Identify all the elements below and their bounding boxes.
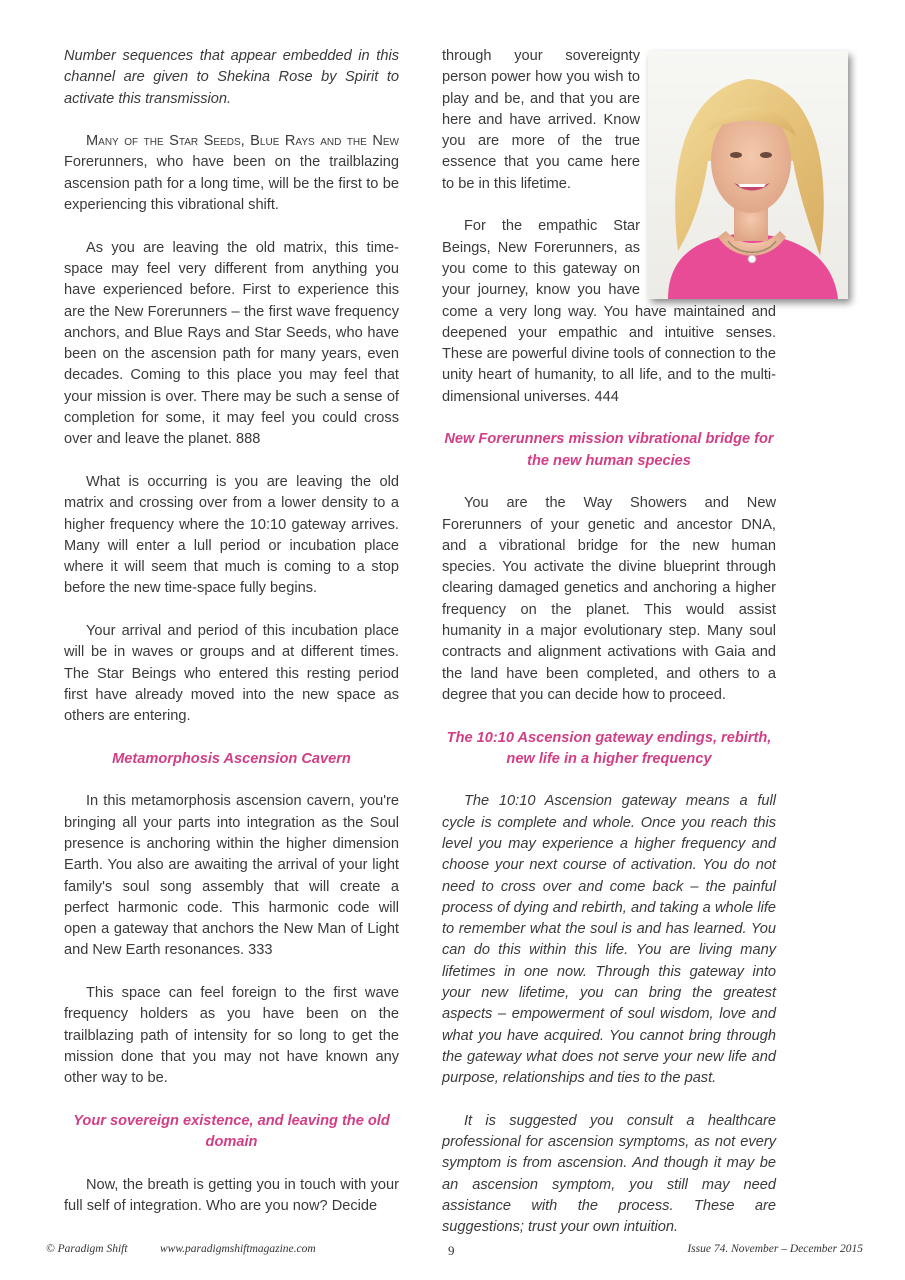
paragraph: Now, the breath is getting you in touch with your full self of integration. Who are you now? Decide [64, 1176, 399, 1215]
footer-website-link[interactable]: www.paradigmshiftmagazine.com [160, 1243, 316, 1255]
right-column [442, 46, 776, 1260]
author-photo [648, 51, 848, 299]
paragraph: Your arrival and period of this incubation place will be in waves or groups and at different times. The Star Beings who entered this resting period first have already moved into the new space as others are entering. [64, 623, 399, 725]
paragraph: You are the Way Showers and New Forerunners of your genetic and ancestor DNA, and a vibrational bridge for the new human species. You activate the divine blueprint through clearing damaged genetics and anchoring a higher frequency on the planet. This would assist humanity in a major evolutionary step. Many soul contracts and alignment activations with Gaia and the land have been completed, and others to a degree that you can decide how to proceed. [442, 495, 776, 703]
paragraph-rest: Forerunners, who have been on the trailblazing ascension path for a long time, will be the first to be experiencing this vibrational shift. [64, 154, 399, 214]
footer-issue: Issue 74. November – December 2015 [687, 1243, 863, 1255]
left-column [64, 46, 399, 1239]
footer-copyright: © Paradigm Shift [46, 1243, 128, 1255]
page-footer [46, 1243, 863, 1259]
paragraph [64, 131, 399, 216]
section-heading: The 10:10 Ascension gateway endings, rebirth, new life in a higher frequency [446, 729, 772, 767]
paragraph: What is occurring is you are leaving the old matrix and crossing over from a lower density to a higher frequency where the 10:10 gateway arrives. Many will enter a lull period or incubation place where it will seem that much is coming to a stop before the new time-space fully begins. [64, 473, 399, 597]
paragraph: The 10:10 Ascension gateway means a full cycle is complete and whole. Once you reach this level you may experience a higher frequency and choose your next course of activation. You do not need to cross over and come back – the painful process of dying and rebirth, and taking a whole life to remember what the soul is and has learned. You can do this within this life. You are living many lifetimes in one now. Through this gateway into your new lifetime, you can bring the greatest aspects – empowerment of soul wisdom, love and what you have acquired. You cannot bring through the gateway what does not serve your new life and purpose, relationships and ties to the past. [442, 793, 776, 1087]
section-heading: Your sovereign existence, and leaving the old domain [73, 1112, 390, 1151]
section-heading: Metamorphosis Ascension Cavern [112, 750, 351, 767]
small-caps-lead: Many of the Star Seeds, Blue Rays and the New [86, 133, 399, 150]
paragraph: In this metamorphosis ascension cavern, you're bringing all your parts into integration as the Soul presence is anchoring within the higher dimension Earth. You also are awaiting the arrival of your light family's soul song assembly that will create a perfect harmonic code. This harmonic code will open a gateway that anchors the New Man of Light and New Earth resonances. 333 [64, 793, 399, 959]
intro-note: Number sequences that appear embedded in this channel are given to Shekina Rose by Spirit to activate this transmission. [64, 48, 399, 107]
portrait-illustration [648, 51, 848, 299]
paragraph: through your sovereignty person power how you wish to play and be, and that you are here and have arrived. Know you are more of the true essence that you came here to be in this lifetime. [442, 48, 640, 192]
paragraph: For the empathic Star Beings, New Forerunners, as you come to this gateway on your journey, know you have come a very long way. You have maintained and deepened your empathic and intuitive senses. These are powerful divine tools of connection to the unity heart of humanity, to all life, and to the multi-dimensional universes. 444 [442, 218, 776, 405]
paragraph: This space can feel foreign to the first wave frequency holders as you have been on the trailblazing path of intensity for so long to get the mission done that you may not have known any other way to be. [64, 985, 399, 1087]
page-number: 9 [448, 1243, 455, 1258]
paragraph: As you are leaving the old matrix, this time-space may feel very different from anything you have experienced before. First to experience this are the New Forerunners – the first wave frequency anchors, and Blue Rays and Star Seeds, who have been on the ascension path for many years, even decades. Coming to this place you may feel that your mission is over. There may be such a sense of completion for some, it may feel you could cross over and leave the planet. 888 [64, 239, 399, 448]
section-heading: New Forerunners mission vibrational bridge for the new human species [444, 431, 774, 469]
paragraph: It is suggested you consult a healthcare professional for ascension symptoms, as not every symptom is from ascension. And though it may be an ascension symptom, you still may need assistance with the process. These are suggestions; trust your own intuition. [442, 1112, 776, 1236]
